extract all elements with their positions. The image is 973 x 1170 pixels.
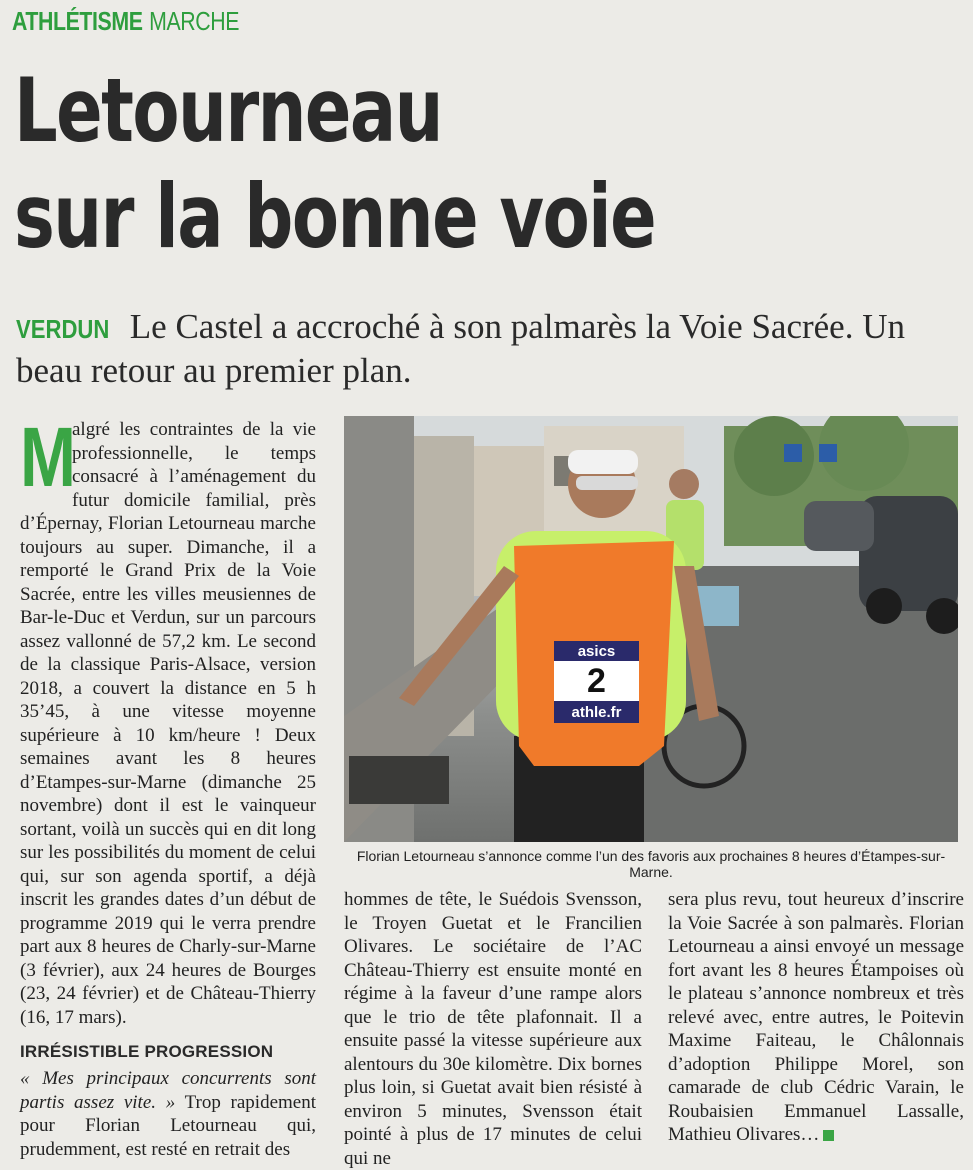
headline: [14, 58, 747, 270]
section-rubric: [12, 6, 239, 37]
standfirst: [16, 306, 956, 392]
column-3-text: sera plus revu, tout heureux d’inscrire la Voie Sacrée à son palmarès. Florian Letourneau a ainsi envoyé un message fort avant les 8 heures Étampoises où le plateau s’annonce nombreux et très relevé avec, entre autres, le Poitevin Maxime Faiteau, le Châlonnais d’adoption Philippe Morel, son camarade de club Cédric Varain, le Roubaisien Emmanuel Lassalle, Mathieu Olivares…: [668, 889, 964, 1145]
article-column-1-continued: [20, 1067, 316, 1161]
race-walker-photo: [344, 416, 958, 842]
headline-line-2: sur la bonne voie: [14, 165, 656, 268]
quote: « Mes principaux concurrents sont partis assez vite. »: [20, 1068, 316, 1113]
intertitle: IRRÉSISTIBLE PROGRESSION: [20, 1042, 274, 1061]
section-label: ATHLÉTISME: [12, 6, 143, 36]
column-2-text: hommes de tête, le Suédois Svensson, le Troyen Guetat et le Francilien Olivares. Le sociétaire de l’AC Château-Thierry est ensuite monté en régime à la faveur d’une rampe alors que le trio de tête plafonnait. Il a ensuite passé la vitesse supérieure aux alentours du 30e kilomètre. Dix bornes plus loin, si Guetat avait bien résisté à environ 5 minutes, Svensson était pointé à plus de 17 minutes de celui qui ne: [344, 889, 642, 1169]
article-column-2: [344, 888, 642, 1170]
standfirst-text: Le Castel a accroché à son palmarès la Voie Sacrée. Un beau retour au premier plan.: [16, 307, 905, 390]
bib-number: 2: [587, 662, 606, 700]
headline-line-1: Letourneau: [14, 59, 442, 162]
article-photo: [344, 416, 958, 842]
column-1b-text: Trop rapidement pour Florian Letourneau qui, prudemment, est resté en retrait des: [20, 1091, 316, 1160]
bib-site: athle.fr: [571, 704, 622, 721]
drop-cap: M: [20, 410, 76, 504]
article-column-3: [668, 888, 964, 1147]
standfirst-kicker: VERDUN: [16, 314, 110, 344]
column-1-text: algré les contraintes de la vie professionnelle, le temps consacré à l’aménagement du futur domicile familial, près d’Épernay, Florian Letourneau marche toujours au super. Dimanche, il a remporté le Grand Prix de la Voie Sacrée, entre les villes meusiennes de Bar-le-Duc et Verdun, sur un parcours assez vallonné de 57,2 km. Le second de la classique Paris-Alsace, version 2018, a couvert la distance en 5 h 35’45, à une vitesse moyenne supérieure à 10 km/heure ! Deux semaines avant les 8 heures d’Etampes-sur-Marne (dimanche 25 novembre) dont il est le vainqueur sortant, voilà un succès qui en dit long sur les possibilités du moment de celui qui, sur son agenda sportif, a déjà inscrit les grandes dates d’un début de programme 2019 qui le verra prendre part aux 8 heures de Charly-sur-Marne (3 février), aux 24 heures de Bourges (23, 24 février) et de Château-Thierry (16, 17 mars).: [20, 419, 316, 1028]
bib-brand: asics: [577, 643, 616, 660]
photo-caption: Florian Letourneau s’annonce comme l’un des favoris aux prochaines 8 heures d’Étampes-sur-Marne.: [356, 848, 946, 880]
subsection-label: MARCHE: [149, 6, 240, 36]
article-column-1: [20, 410, 316, 1029]
end-mark-icon: [823, 1130, 834, 1141]
